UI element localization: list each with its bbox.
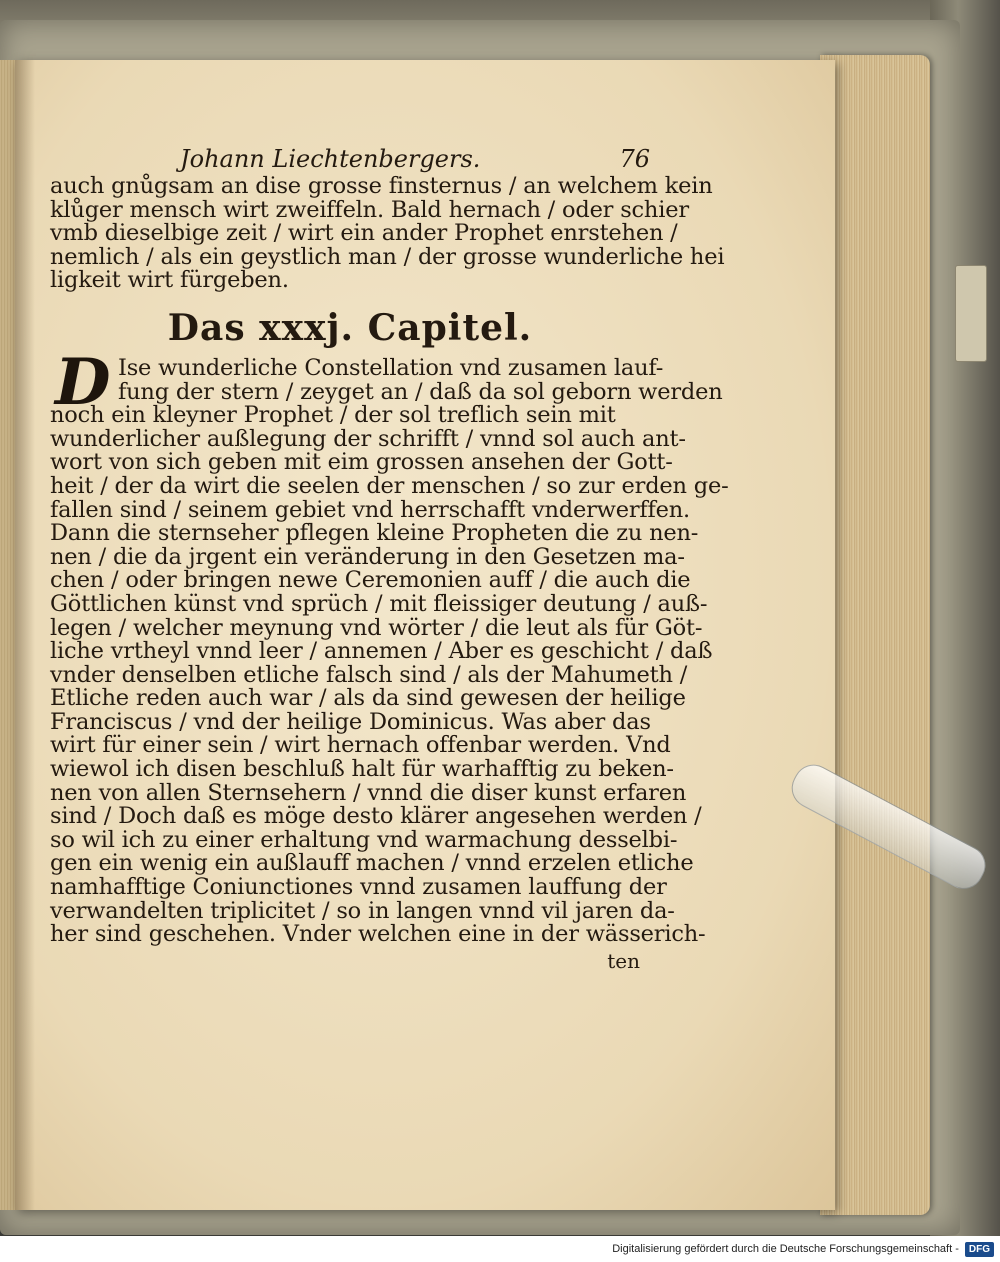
text-line: chen / oder bringen newe Ceremonien auff / die auch die bbox=[50, 567, 691, 594]
chapter-body bbox=[50, 344, 729, 948]
text-line: gen ein wenig ein außlauff machen / vnnd erzelen etliche bbox=[50, 850, 694, 877]
text-line: wirt für einer sein / wirt hernach offenbar werden. Vnd bbox=[50, 732, 671, 759]
footer-credit: Digitalisierung gefördert durch die Deutsche Forschungsgemeinschaft - bbox=[612, 1243, 959, 1255]
page-gutter-shadow bbox=[15, 60, 35, 1210]
text-line: verwandelten triplicitet / so in langen vnnd vil jaren da- bbox=[50, 897, 675, 924]
running-head-title: Johann Liechtenbergers. bbox=[180, 145, 481, 173]
text-line: namhafftige Coniunctiones vnnd zusamen lauffung der bbox=[50, 874, 667, 901]
text-line: ligkeit wirt fürgeben. bbox=[50, 267, 289, 294]
text-line: nen von allen Sternsehern / vnnd die diser kunst erfaren bbox=[50, 779, 687, 806]
text-line: wort von sich geben mit eim grossen ansehen der Gott- bbox=[50, 449, 673, 476]
text-line: her sind geschehen. Vnder welchen eine in der wässerich- bbox=[50, 921, 706, 948]
text-line: fung der stern / zeyget an / daß da sol geborn werden bbox=[118, 378, 723, 405]
text-line: Ise wunderliche Constellation vnd zusamen lauf- bbox=[118, 354, 664, 381]
text-line: liche vrtheyl vnnd leer / annemen / Aber es geschicht / daß bbox=[50, 638, 713, 665]
page-text bbox=[50, 145, 729, 973]
text-line: Göttlichen künst vnd sprüch / mit fleissiger deutung / auß- bbox=[50, 590, 708, 617]
clasp-tab bbox=[955, 265, 987, 362]
text-line: heit / der da wirt die seelen der menschen / so zur erden ge- bbox=[50, 472, 729, 499]
text-line: fallen sind / seinem gebiet vnd herrschafft vnderwerffen. bbox=[50, 496, 690, 523]
text-line: klůger mensch wirt zweiffeln. Bald hernach / oder schier bbox=[50, 196, 689, 223]
text-line: auch gnůgsam an dise grosse finsternus / an welchem kein bbox=[50, 173, 713, 199]
text-line: Dann die sternseher pflegen kleine Propheten die zu nen- bbox=[50, 520, 699, 547]
text-line: sind / Doch daß es möge desto klärer angesehen werden / bbox=[50, 803, 702, 830]
initial-letter: D bbox=[55, 344, 111, 420]
text-line: Franciscus / vnd der heilige Dominicus. Was aber das bbox=[50, 708, 651, 735]
running-head bbox=[180, 145, 650, 173]
text-line: vnder denselben etliche falsch sind / als der Mahumeth / bbox=[50, 661, 688, 688]
catchword: ten bbox=[607, 948, 640, 973]
dfg-logo: DFG bbox=[965, 1242, 994, 1257]
text-line: wunderlicher außlegung der schrifft / vnnd sol auch ant- bbox=[50, 425, 686, 452]
text-line: vmb dieselbige zeit / wirt ein ander Prophet enrstehen / bbox=[50, 220, 678, 247]
page-edges bbox=[820, 55, 930, 1215]
page-number: 76 bbox=[619, 145, 650, 173]
text-line: wiewol ich disen beschluß halt für warhafftig zu beken- bbox=[50, 756, 674, 783]
chapter-heading: Das xxxj. Capitel. bbox=[167, 306, 533, 349]
text-line: legen / welcher meynung vnd wörter / die leut als für Göt- bbox=[50, 614, 703, 641]
intro-paragraph bbox=[50, 173, 725, 294]
text-line: nen / die da jrgent ein veränderung in den Gesetzen ma- bbox=[50, 543, 685, 570]
text-line: Etliche reden auch war / als da sind gewesen der heilige bbox=[50, 685, 686, 712]
text-line: so wil ich zu einer erhaltung vnd warmachung desselbi- bbox=[50, 826, 678, 853]
text-line: noch ein kleyner Prophet / der sol treflich sein mit bbox=[50, 402, 616, 429]
text-line: nemlich / als ein geystlich man / der grosse wunderliche hei bbox=[50, 243, 725, 270]
footer-bar bbox=[0, 1236, 1000, 1262]
